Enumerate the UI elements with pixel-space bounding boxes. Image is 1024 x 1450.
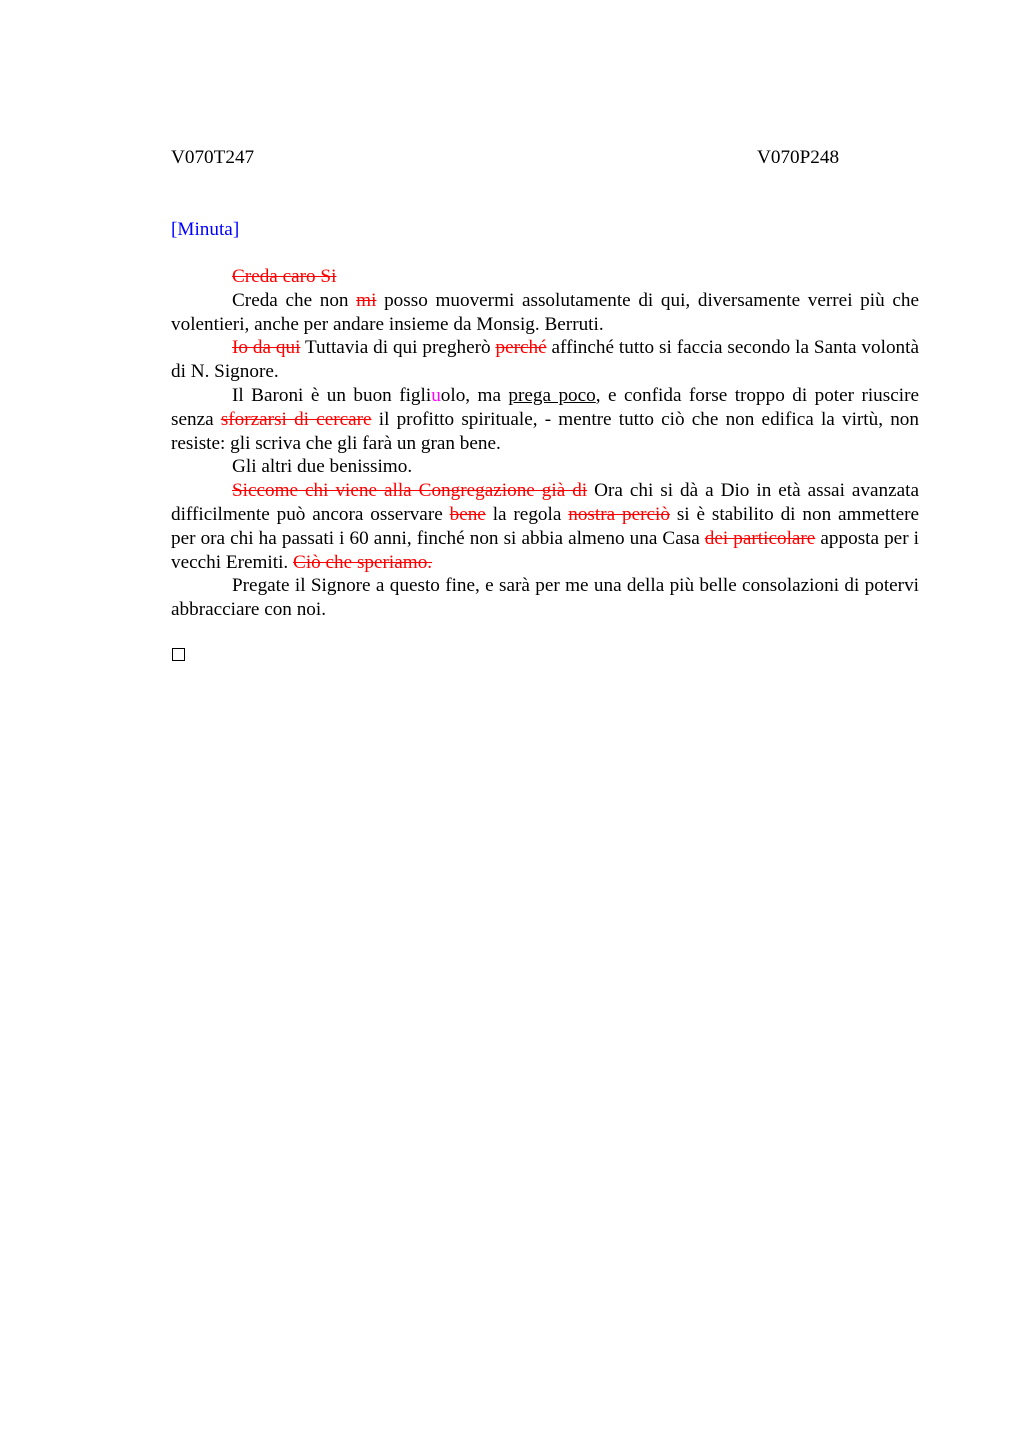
text-run: si è stabilito di non ammettere per ora chi ha passati i 60 anni, finché non si abbia almeno una Casa: [171, 503, 919, 549]
text-run: la regola: [485, 503, 569, 525]
text-run: posso muovermi assolutamente di qui, diversamente verrei più che volentieri, anche per andare insieme da Monsig. Berruti.: [171, 289, 919, 335]
paragraph-3: [171, 336, 919, 384]
paragraph-5: [171, 455, 919, 479]
deleted-text: Ciò che speriamo.: [293, 551, 433, 573]
deleted-text: perché: [495, 337, 547, 359]
deleted-text: Io da qui: [232, 337, 301, 359]
text-run: , e confida forse troppo di poter riuscire senza: [171, 384, 919, 430]
paragraph-6: [171, 479, 919, 574]
deleted-text: Siccome chi viene alla Congregazione già di: [232, 480, 588, 502]
deleted-text: Creda caro Si: [232, 266, 337, 287]
letter-body: [171, 265, 919, 622]
text-run: olo, ma: [440, 384, 509, 406]
text-run: Il Baroni è un buon figli: [232, 384, 432, 406]
text-run: Gli altri due benissimo.: [232, 456, 413, 478]
paragraph-2: [171, 289, 919, 337]
text-run: Tuttavia di qui pregherò: [300, 337, 496, 359]
deleted-text: bene: [449, 503, 486, 525]
deleted-text: sforzarsi di cercare: [220, 408, 372, 430]
deleted-text: nostra perciò: [568, 503, 670, 525]
text-run: Ora chi si dà a Dio in età assai avanzata difficilmente può ancora osservare: [171, 480, 919, 525]
minuta-label: [Minuta]: [171, 219, 240, 240]
text-run: Creda che non: [232, 289, 357, 311]
document-code-left: V070T247: [171, 147, 255, 168]
text-run: affinché tutto si faccia secondo la Santa volontà di N. Signore.: [171, 337, 919, 383]
inserted-text: u: [431, 384, 441, 406]
underlined-text: prega poco: [508, 384, 596, 406]
paragraph-7: [171, 574, 919, 622]
text-run: apposta per i vecchi Eremiti.: [171, 527, 919, 573]
document-code-right: V070P248: [757, 147, 840, 168]
paragraph-4: [171, 384, 919, 455]
text-run: il profitto spirituale, - mentre tutto ciò che non edifica la virtù, non resiste: gli scriva che gli farà un gran bene.: [171, 408, 919, 454]
deleted-text: dei particolare: [704, 527, 816, 549]
deleted-text: mi: [356, 289, 377, 311]
square-box-icon: [172, 648, 185, 661]
paragraph-1: [171, 265, 919, 289]
text-run: Pregate il Signore a questo fine, e sarà per me una della più belle consolazioni di potervi abbracciare con noi.: [171, 575, 919, 621]
